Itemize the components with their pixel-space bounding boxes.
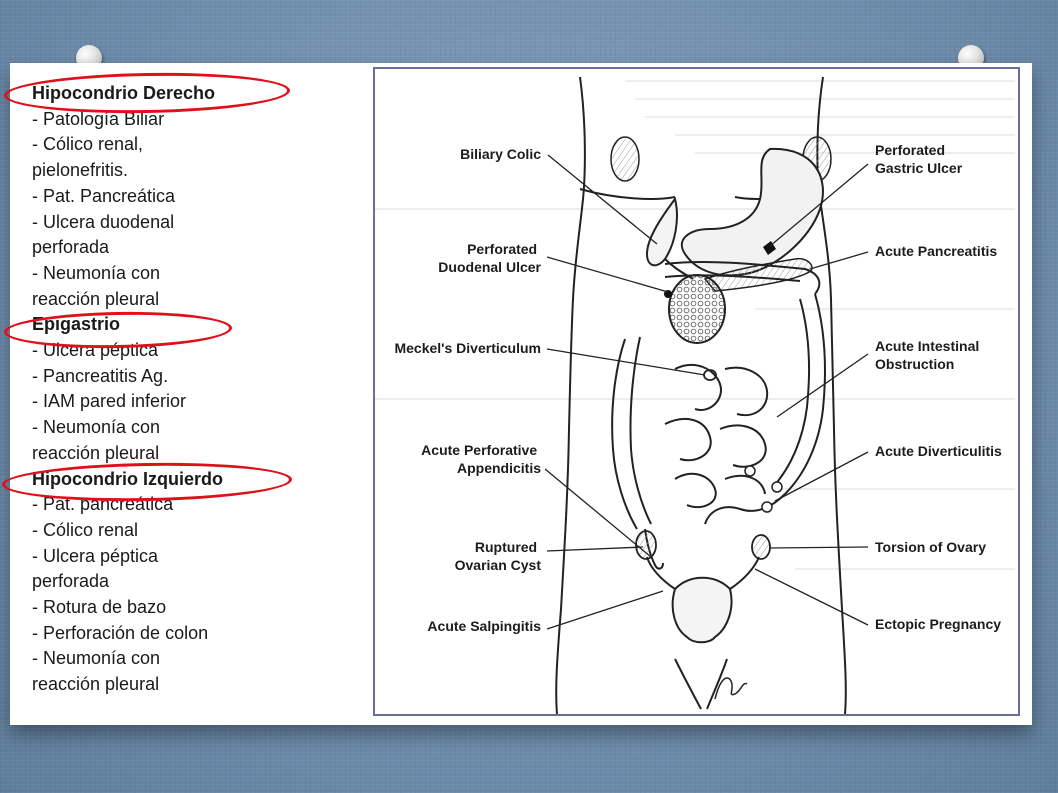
duodenum <box>669 275 725 343</box>
list-item: - Ulcera duodenal <box>32 211 175 232</box>
fallopian-tube-left <box>647 557 675 589</box>
label-perforated-duodenal-ulcer: Perforated Duodenal Ulcer <box>438 241 541 275</box>
list-item: reacción pleural <box>32 288 160 309</box>
list-item: perforada <box>32 237 110 258</box>
label-acute-perforative-appendicitis: Acute Perforative Appendicitis <box>421 442 541 476</box>
label-torsion-of-ovary: Torsion of Ovary <box>875 539 986 555</box>
label-perforated-gastric-ulcer: Perforated Gastric Ulcer <box>875 142 963 176</box>
list-item: - Ulcera péptica <box>32 545 159 566</box>
list-item: - Patología Biliar <box>32 108 165 129</box>
list-item: - Perforación de colon <box>32 622 209 643</box>
list-item: - Pat. pancreática <box>32 494 174 515</box>
label-acute-pancreatitis: Acute Pancreatitis <box>875 243 998 259</box>
leader-lines <box>545 155 868 629</box>
label-acute-salpingitis: Acute Salpingitis <box>427 618 541 634</box>
label-ectopic-pregnancy: Ectopic Pregnancy <box>875 616 1002 632</box>
label-meckels-diverticulum: Meckel's Diverticulum <box>394 340 541 356</box>
list-item: - Cólico renal, <box>32 134 144 155</box>
list-item: - Cólico renal <box>32 519 139 540</box>
list-item: reacción pleural <box>32 442 160 463</box>
section-title-hipocondrio-derecho: Hipocondrio Derecho <box>32 83 216 103</box>
anatomy-illustration <box>375 69 1018 714</box>
list-item: - Pancreatitis Ag. <box>32 365 169 386</box>
section-title-hipocondrio-izquierdo: Hipocondrio Izquierdo <box>32 468 223 489</box>
sigmoid-colon <box>705 494 785 524</box>
diverticulum-1 <box>772 482 782 492</box>
list-item: - Rotura de bazo <box>32 597 167 618</box>
label-ruptured-ovarian-cyst: Ruptured Ovarian Cyst <box>454 539 541 573</box>
uterus <box>673 578 732 643</box>
small-bowel <box>665 365 767 507</box>
ovary-right <box>752 535 770 559</box>
list-item: - IAM pared inferior <box>32 391 187 412</box>
label-acute-intestinal-obstruction: Acute Intestinal Obstruction <box>875 338 980 372</box>
abdominal-pain-diagram <box>373 67 1020 716</box>
list-item: - Neumonía con <box>32 262 161 283</box>
diverticulum-2 <box>762 502 772 512</box>
list-item: - Pat. Pancreática <box>32 185 176 206</box>
nipple-left <box>611 137 639 181</box>
section-title-epigastrio: Epigastrio <box>32 314 121 335</box>
list-item: - Neumonía con <box>32 648 161 669</box>
label-acute-diverticulitis: Acute Diverticulitis <box>875 443 1002 459</box>
diverticulum-3 <box>745 466 755 476</box>
list-item: reacción pleural <box>32 674 160 695</box>
list-item: - Ulcera péptica <box>32 340 159 361</box>
list-item: pielonefritis. <box>32 160 129 181</box>
ovary-left <box>636 531 656 559</box>
slide <box>10 63 1032 725</box>
list-item: perforada <box>32 571 110 592</box>
fallopian-tube-right <box>730 557 759 589</box>
list-item: - Neumonía con <box>32 417 161 438</box>
stomach <box>682 149 823 275</box>
artist-signature-icon <box>715 678 747 699</box>
differential-list <box>32 81 312 698</box>
label-biliary-colic: Biliary Colic <box>460 146 541 162</box>
